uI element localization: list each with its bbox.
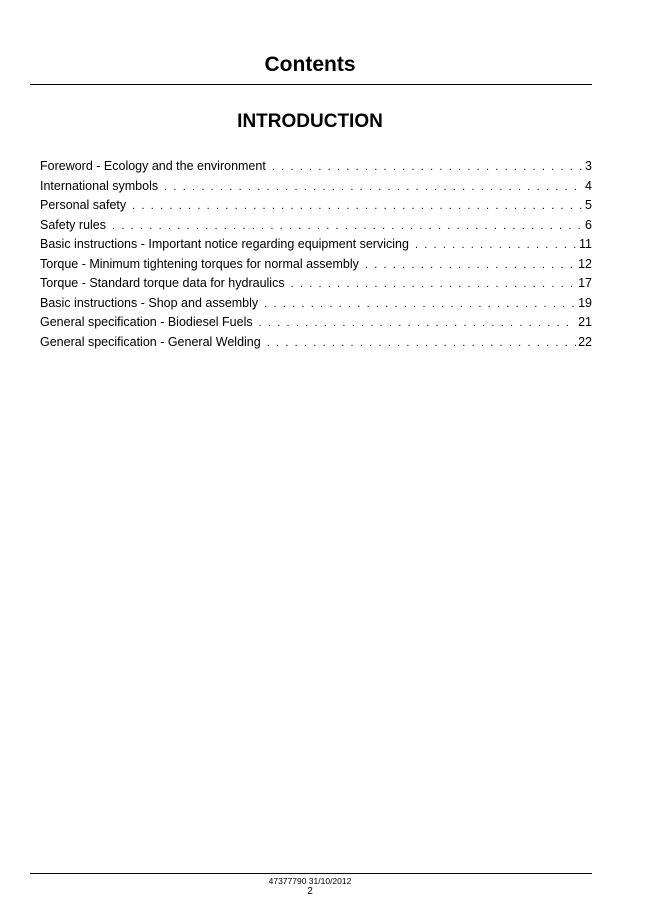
toc-entry-label: Torque - Minimum tightening torques for normal assembly <box>40 256 359 271</box>
toc-entry-page: 11 <box>579 237 592 251</box>
toc-entry-label: Foreword - Ecology and the environment <box>40 159 266 173</box>
table-of-contents <box>40 157 592 352</box>
toc-entry-international-symbols[interactable] <box>40 177 592 197</box>
toc-dot-leader <box>365 256 576 276</box>
toc-dot-leader <box>272 158 583 178</box>
toc-entry-page: 21 <box>578 315 592 329</box>
toc-entry-hydraulic-torques[interactable] <box>40 274 592 294</box>
toc-entry-page: 3 <box>585 159 592 173</box>
toc-entry-page: 17 <box>578 276 592 290</box>
toc-entry-label: General specification - General Welding <box>40 334 261 349</box>
toc-dot-leader <box>291 275 577 295</box>
toc-entry-label: Personal safety <box>40 198 127 212</box>
toc-entry-page: 19 <box>578 295 592 310</box>
toc-entry-page: 12 <box>578 256 592 271</box>
toc-entry-safety-rules[interactable] <box>40 216 592 236</box>
toc-entry-page: 6 <box>585 217 592 232</box>
section-title: INTRODUCTION <box>237 111 383 132</box>
toc-entry-equipment-servicing[interactable] <box>40 235 592 255</box>
toc-dot-leader <box>112 217 583 237</box>
page-title: Contents <box>264 53 356 76</box>
toc-entry-label: International symbols <box>40 178 159 193</box>
toc-entry-biodiesel-fuels[interactable] <box>40 313 592 333</box>
toc-dot-leader <box>164 178 583 198</box>
toc-dot-leader <box>264 295 576 315</box>
header-divider <box>30 84 592 85</box>
toc-entry-shop-and-assembly[interactable] <box>40 294 592 314</box>
toc-entry-general-welding[interactable] <box>40 333 592 353</box>
toc-entry-personal-safety[interactable] <box>40 196 592 216</box>
footer-page-number: 2 <box>307 886 313 897</box>
toc-entry-foreword[interactable] <box>40 157 592 177</box>
toc-entry-page: 5 <box>585 198 592 212</box>
toc-dot-leader <box>132 197 583 217</box>
toc-entry-minimum-torques[interactable] <box>40 255 592 275</box>
toc-dot-leader <box>415 236 577 256</box>
toc-entry-page: 22 <box>578 334 592 349</box>
footer-document-reference: 47377790 31/10/2012 <box>268 876 352 886</box>
footer-divider <box>30 873 592 874</box>
toc-entry-page: 4 <box>585 178 592 193</box>
toc-entry-label: Safety rules <box>40 217 107 232</box>
toc-dot-leader <box>267 334 576 354</box>
toc-entry-label: Basic instructions - Shop and assembly <box>40 295 259 310</box>
toc-entry-label: Torque - Standard torque data for hydraulics <box>40 276 285 290</box>
toc-entry-label: General specification - Biodiesel Fuels <box>40 315 253 329</box>
toc-entry-label: Basic instructions - Important notice regarding equipment servicing <box>40 237 409 251</box>
toc-dot-leader <box>259 314 576 334</box>
